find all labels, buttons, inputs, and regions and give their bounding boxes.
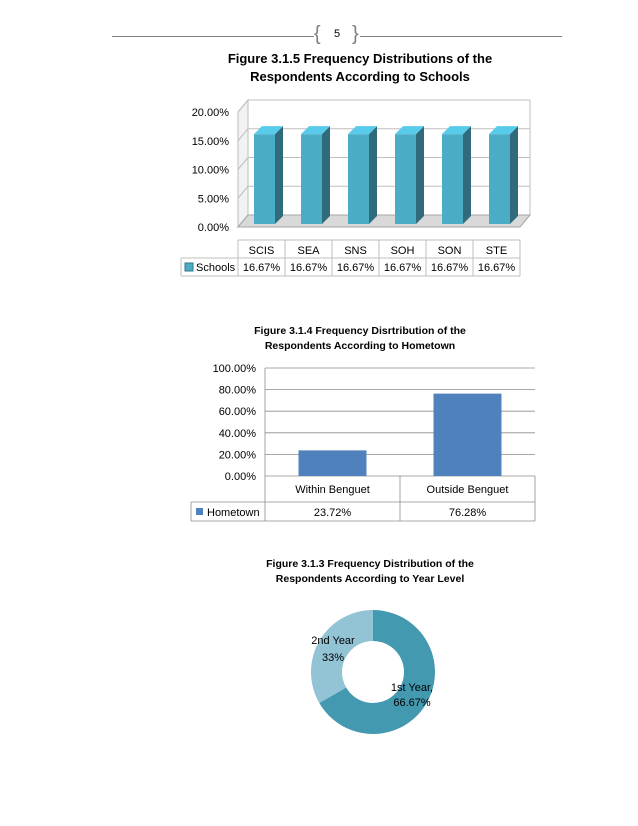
chart1-x-tick-label: SCIS — [248, 245, 275, 257]
chart2-x-tick-label: Within Benguet — [295, 484, 370, 496]
chart1-x-tick-label: SON — [437, 245, 462, 257]
chart1-bar-side — [369, 126, 377, 224]
chart1-bar-front — [395, 134, 416, 224]
chart1-x-tick-label: SEA — [297, 245, 320, 257]
chart1-bar-front — [489, 134, 510, 224]
chart2-y-tick-label: 60.00% — [218, 406, 256, 419]
chart1-data-label: 16.67% — [430, 262, 469, 274]
chart3-title-line1: Figure 3.1.3 Frequency Distribution of the — [266, 558, 474, 570]
chart1-data-label: 16.67% — [383, 262, 422, 274]
chart1-bar-front — [348, 134, 369, 224]
chart1-bar-front — [301, 134, 322, 224]
chart2-y-tick-label: 40.00% — [218, 427, 256, 440]
chart3-title-line2: Respondents According to Year Level — [275, 573, 465, 585]
chart1-bar-side — [275, 126, 283, 224]
chart1-bar-front — [442, 134, 463, 224]
chart2-bar — [434, 394, 502, 476]
chart2-title-line2: Respondents According to Hometown — [264, 340, 456, 352]
chart2-data-label: 76.28% — [448, 507, 487, 519]
chart1-legend-key — [185, 263, 193, 271]
chart1-y-tick-label: 0.00% — [197, 222, 229, 234]
chart2-legend-label: Hometown — [207, 507, 260, 519]
chart2-y-tick-label: 20.00% — [218, 449, 256, 462]
chart2-y-tick-label: 100.00% — [212, 363, 256, 375]
chart1-bar-front — [254, 134, 275, 224]
chart1-x-tick-label: SNS — [344, 245, 367, 257]
chart1-x-tick-label: SOH — [390, 245, 415, 257]
chart2-legend-key — [196, 508, 203, 515]
chart1-legend-label: Schools — [196, 262, 236, 274]
chart1-y-tick-label: 5.00% — [197, 193, 229, 206]
chart3-slice-label-value: 33% — [321, 652, 345, 664]
chart3-slice-label-name: 2nd Year — [311, 635, 355, 647]
chart1-y-tick-label: 10.00% — [191, 164, 229, 177]
chart1-bar-side — [416, 126, 424, 224]
chart1-bar-side — [510, 126, 518, 224]
chart1-x-tick-label: STE — [485, 245, 508, 257]
chart3-slice-label-value: 66.67% — [393, 697, 431, 709]
chart2-title-line1: Figure 3.1.4 Frequency Disrtribution of the — [254, 325, 466, 337]
header-brace-left: { — [314, 23, 321, 45]
chart1-bar-side — [322, 126, 330, 224]
chart1-data-label: 16.67% — [242, 262, 281, 274]
chart2-y-tick-label: 80.00% — [218, 384, 256, 397]
chart1-title-line2: Respondents According to Schools — [250, 69, 470, 84]
page-number: 5 — [333, 28, 341, 40]
chart1-title-line1: Figure 3.1.5 Frequency Distributions of the — [227, 51, 493, 66]
chart3-slice-label-name: 1st Year, — [390, 682, 434, 694]
chart1-data-label: 16.67% — [289, 262, 328, 274]
chart1-y-tick-label: 15.00% — [191, 135, 229, 148]
chart2-bar — [299, 450, 367, 476]
chart2-x-tick-label: Outside Benguet — [426, 484, 509, 496]
chart1-data-label: 16.67% — [477, 262, 516, 274]
chart1-data-label: 16.67% — [336, 262, 375, 274]
chart1-bar-side — [463, 126, 471, 224]
header-brace-right: } — [352, 23, 359, 45]
chart1-y-tick-label: 20.00% — [191, 107, 229, 119]
chart2-y-tick-label: 0.00% — [224, 471, 256, 483]
chart2-data-label: 23.72% — [313, 507, 352, 519]
